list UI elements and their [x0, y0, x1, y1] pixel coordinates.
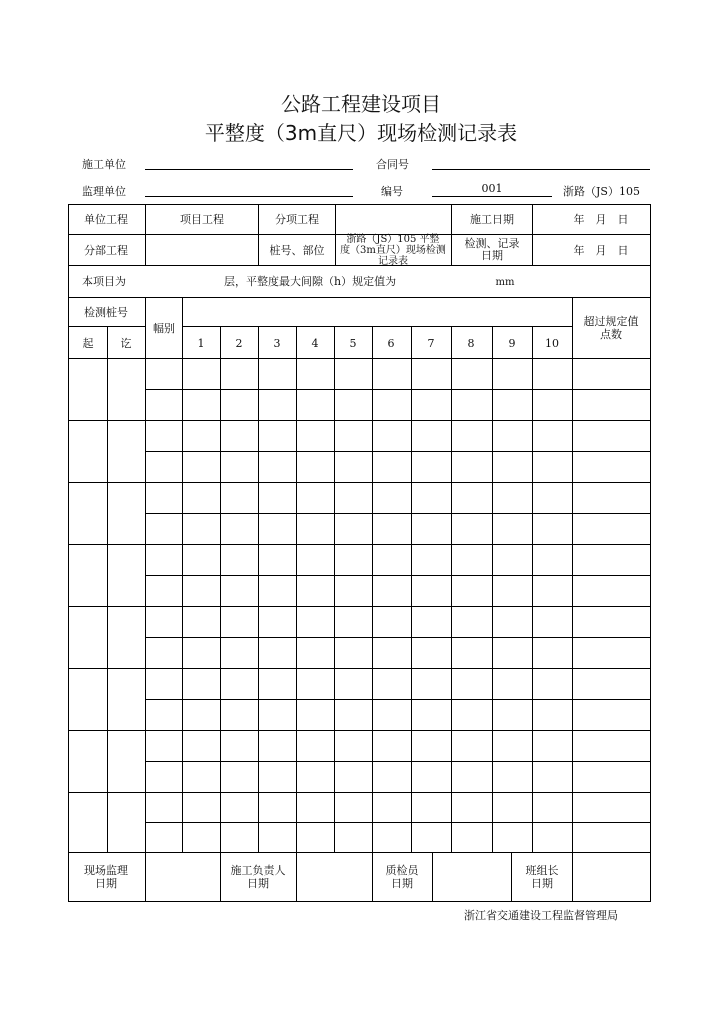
site-supervisor-date-label: 日期	[95, 877, 117, 890]
form-name-line1: 浙路（JS）105 平整	[346, 234, 440, 245]
quality-inspector-date-label: 日期	[391, 877, 413, 890]
construction-unit-label: 施工单位	[82, 158, 126, 171]
exceed-label-1: 超过规定值	[583, 315, 639, 328]
project-is-label: 本项目为	[82, 275, 126, 288]
quality-inspector-label: 质检员	[385, 864, 419, 877]
site-supervisor-label: 现场监理	[84, 864, 128, 877]
form-code: 浙路（JS）105	[563, 185, 640, 198]
construction-lead-label: 施工负责人	[230, 864, 286, 877]
column-header: 3	[273, 337, 281, 350]
form-name-line3: 记录表	[378, 256, 408, 267]
layer-spec-text: 层，平整度最大间隙（h）规定值为	[224, 275, 397, 288]
column-header: 4	[311, 337, 319, 350]
column-header: 6	[387, 337, 395, 350]
column-header: 5	[349, 337, 357, 350]
column-header: 8	[467, 337, 475, 350]
column-header: 7	[427, 337, 435, 350]
inspection-date-label-1: 检测、记录	[464, 237, 520, 250]
record-date-value[interactable]: 年 月 日	[573, 244, 629, 257]
sub-item-label: 分项工程	[275, 213, 319, 226]
serial-no-label: 编号	[381, 185, 403, 198]
column-header: 1	[197, 337, 205, 350]
team-leader-label: 班组长	[525, 864, 559, 877]
inspection-date-label-2: 日期	[481, 249, 503, 262]
item-project-label: 项目工程	[180, 213, 224, 226]
division-project-label: 分部工程	[84, 244, 128, 257]
supervision-unit-label: 监理单位	[82, 185, 126, 198]
construction-date-label: 施工日期	[470, 213, 514, 226]
end-label: 讫	[120, 337, 132, 350]
column-header: 2	[235, 337, 243, 350]
start-label: 起	[82, 337, 94, 350]
width-label: 幅别	[153, 322, 175, 335]
serial-no-field[interactable]: 001	[432, 182, 552, 197]
team-leader-date-label: 日期	[531, 877, 553, 890]
station-location-label: 桩号、部位	[269, 244, 325, 257]
column-header: 9	[508, 337, 516, 350]
page-title: 公路工程建设项目	[281, 92, 441, 116]
form-name-line2: 度（3m直尺）现场检测	[340, 245, 446, 256]
construction-lead-date-label: 日期	[247, 877, 269, 890]
contract-no-label: 合同号	[376, 158, 409, 171]
form-title: 平整度（3m直尺）现场检测记录表	[204, 121, 518, 145]
unit-project-label: 单位工程	[84, 213, 128, 226]
station-header: 检测桩号	[84, 306, 128, 319]
column-header: 10	[545, 337, 559, 350]
construction-date-value[interactable]: 年 月 日	[573, 213, 629, 226]
unit-mm: mm	[495, 277, 515, 288]
exceed-label-2: 点数	[600, 328, 622, 341]
issuing-authority: 浙江省交通建设工程监督管理局	[464, 909, 618, 922]
